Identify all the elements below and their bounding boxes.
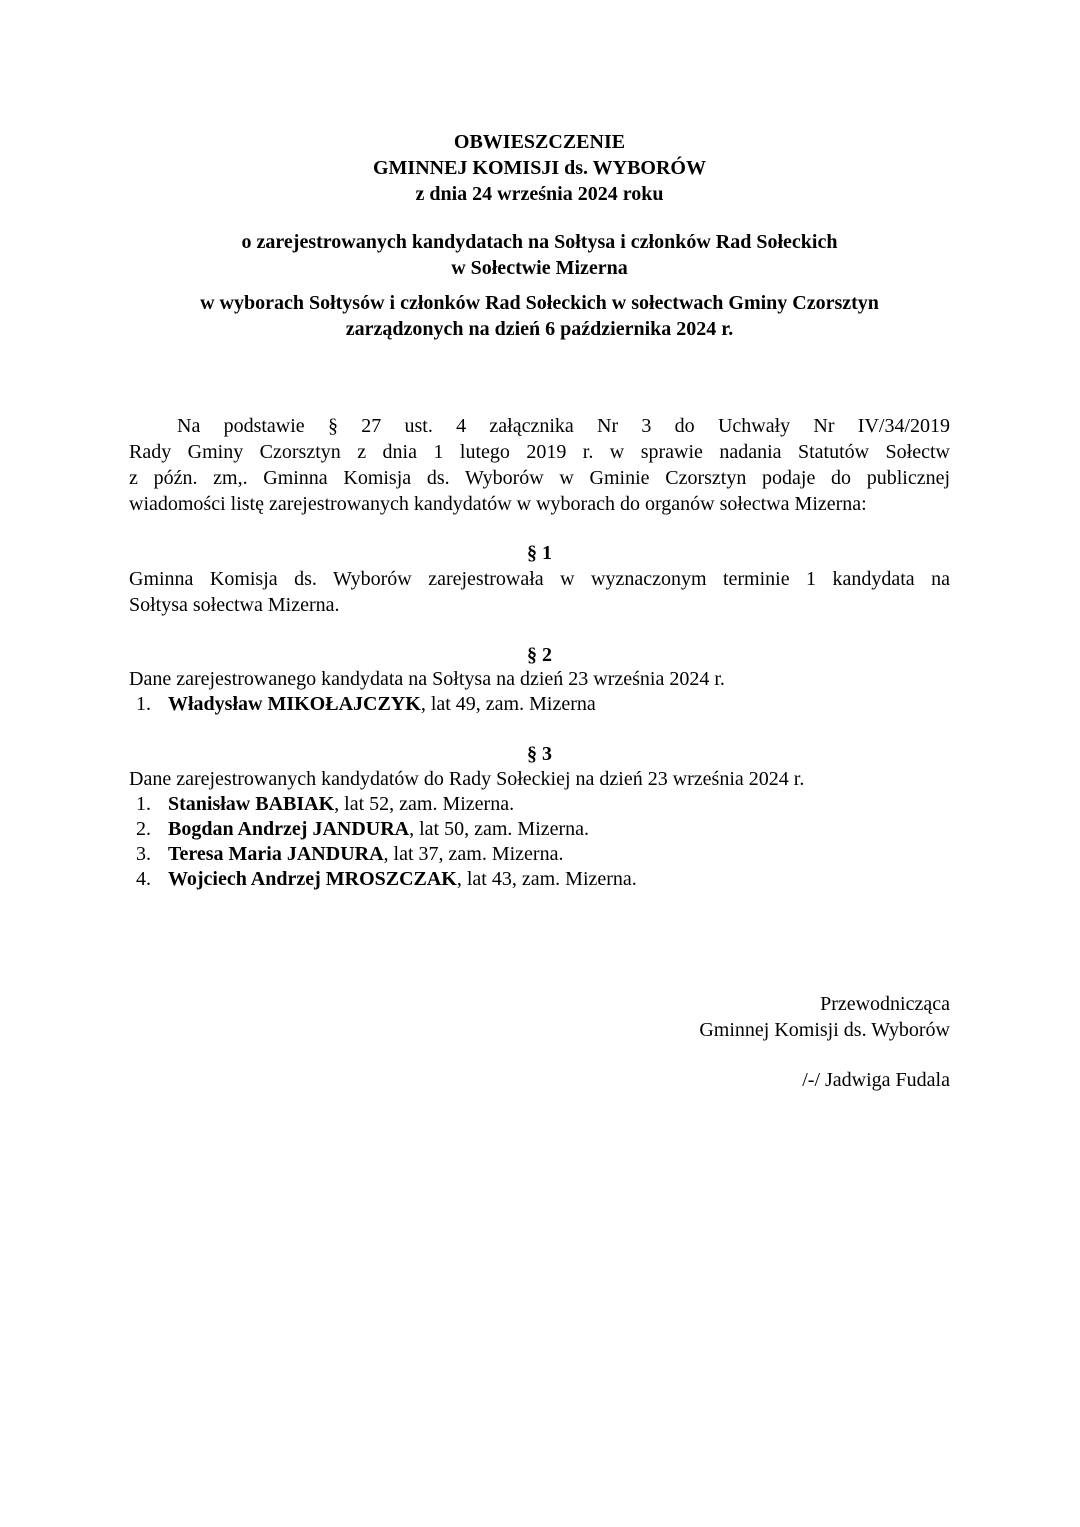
- list-item: [136, 691, 950, 717]
- section-3-intro: Dane zarejestrowanych kandydatów do Rady Sołeckiej na dzień 23 września 2024 r.: [129, 768, 805, 790]
- section-2-intro: Dane zarejestrowanego kandydata na Sołtysa na dzień 23 września 2024 r.: [129, 668, 725, 690]
- section-1-body: [129, 566, 950, 618]
- signature-title-2: Gminnej Komisji ds. Wyborów: [699, 1019, 950, 1041]
- context-line-2: zarządzonych na dzień 6 października 2024 r.: [345, 318, 734, 340]
- list-number: 2.: [136, 818, 151, 840]
- candidate-details: , lat 49, zam. Mizerna: [420, 693, 596, 715]
- candidate-name: Teresa Maria JANDURA: [168, 843, 384, 865]
- list-item: [136, 866, 950, 892]
- list-number: 1.: [136, 793, 151, 815]
- subject-line-2: w Sołectwie Mizerna: [451, 257, 628, 279]
- candidate-details: , lat 43, zam. Mizerna.: [456, 868, 637, 890]
- candidate-name: Bogdan Andrzej JANDURA: [168, 818, 410, 840]
- list-number: 1.: [136, 693, 151, 715]
- list-item: [136, 841, 950, 867]
- intro-line-2: Rady Gminy Czorsztyn z dnia 1 lutego 2019 r. w sprawie nadania Statutów Sołectw: [129, 441, 950, 463]
- section-2-heading: § 2: [527, 644, 552, 666]
- candidate-name: Stanisław BABIAK: [168, 793, 335, 815]
- subject-line-1: o zarejestrowanych kandydatach na Sołtysa i członków Rad Sołeckich: [241, 231, 838, 253]
- candidate-name: Wojciech Andrzej MROSZCZAK: [168, 868, 457, 890]
- signature-title-1: Przewodnicząca: [820, 993, 950, 1015]
- title-line-3: z dnia 24 września 2024 roku: [415, 183, 664, 205]
- list-number: 3.: [136, 843, 151, 865]
- intro-paragraph: [129, 413, 950, 517]
- intro-line-1: Na podstawie § 27 ust. 4 załącznika Nr 3 do Uchwały Nr IV/34/2019: [177, 415, 950, 437]
- context-line-1: w wyborach Sołtysów i członków Rad Sołeckich w sołectwach Gminy Czorsztyn: [200, 292, 879, 314]
- signature-name: /-/ Jadwiga Fudala: [802, 1069, 950, 1091]
- section-1-heading: § 1: [527, 542, 552, 564]
- intro-line-3: z późn. zm,. Gminna Komisja ds. Wyborów w Gminie Czorsztyn podaje do publicznej: [129, 467, 950, 489]
- candidate-name: Władysław MIKOŁAJCZYK: [168, 693, 421, 715]
- list-item: [136, 791, 950, 817]
- section-3-heading: § 3: [527, 743, 552, 765]
- notice-subject: [129, 229, 950, 281]
- signature-block: [500, 991, 950, 1043]
- list-number: 4.: [136, 868, 151, 890]
- intro-line-4: wiadomości listę zarejestrowanych kandydatów w wyborach do organów sołectwa Mizerna:: [129, 493, 867, 515]
- notice-title: [129, 129, 950, 207]
- section-1-line-2: Sołtysa sołectwa Mizerna.: [129, 594, 340, 616]
- candidate-details: , lat 52, zam. Mizerna.: [334, 793, 515, 815]
- notice-context: [129, 290, 950, 342]
- candidate-details: , lat 50, zam. Mizerna.: [409, 818, 590, 840]
- title-line-1: OBWIESZCZENIE: [453, 131, 626, 153]
- section-1-line-1: Gminna Komisja ds. Wyborów zarejestrowała w wyznaczonym terminie 1 kandydata na: [129, 568, 950, 590]
- list-item: [136, 816, 950, 842]
- title-line-2: GMINNEJ KOMISJI ds. WYBORÓW: [372, 157, 706, 179]
- candidate-details: , lat 37, zam. Mizerna.: [383, 843, 564, 865]
